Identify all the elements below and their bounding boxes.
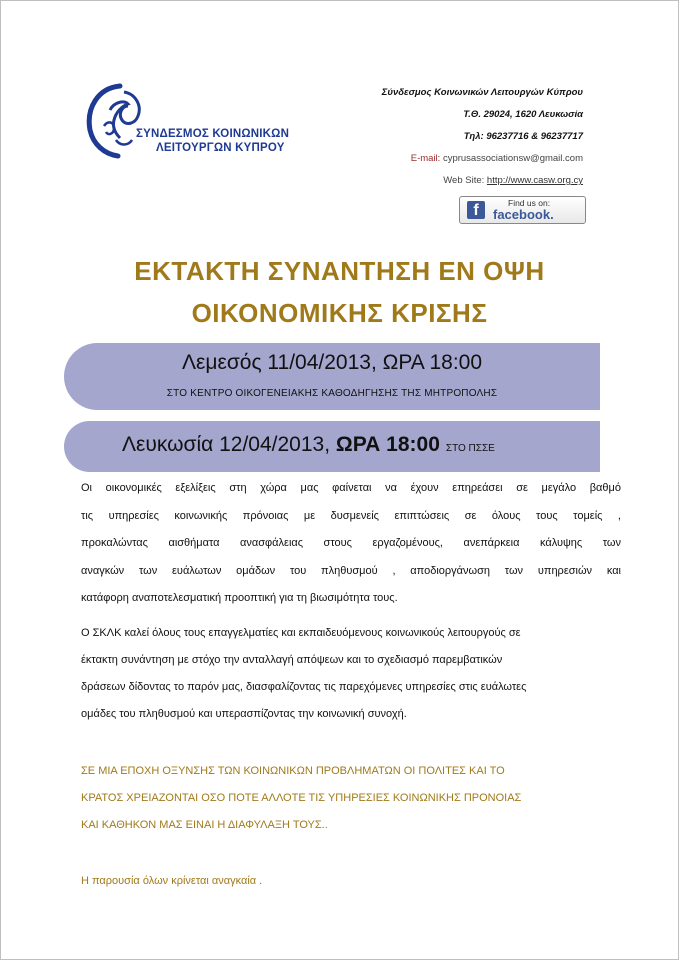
banner-nicosia-main (122, 433, 495, 457)
paragraph-line: δράσεων δίδοντας το παρόν μας, διασφαλίζοντας τις παρεχόμενες υπηρεσίες στις ευάλωτες (81, 681, 527, 693)
web-line (382, 170, 583, 192)
paragraph-line: Οι οικονομικές εξελίξεις στη χώρα μας φαίνεται να έχουν επηρεάσει σε μεγάλο βαθμό (81, 482, 621, 494)
contact-block (382, 82, 583, 192)
title-line1: ΕΚΤΑΚΤΗ ΣΥΝΑΝΤΗΣΗ ΕΝ ΟΨΗ (134, 256, 545, 286)
banner-limassol (64, 343, 600, 410)
email-address[interactable]: cyprusassociationsw@gmail.com (442, 153, 583, 164)
closing-line: Η παρουσία όλων κρίνεται αναγκαία . (81, 875, 263, 887)
banner-limassol-main: Λεμεσός 11/04/2013, ΩΡΑ 18:00 (181, 351, 483, 374)
paragraph-line: κατάφορη αναποτελεσματική προοπτική για τη βιωσιμότητα τους. (81, 592, 398, 604)
address: Τ.Θ. 29024, 1620 Λευκωσία (463, 109, 583, 120)
paragraph-line: τις υπηρεσίες κοινωνικής πρόνοιας με δυσμενείς επιπτώσεις σε όλους τους τομείς , (81, 509, 621, 522)
paragraph-intro (81, 482, 621, 620)
paragraph-statement (81, 765, 621, 846)
banner-nicosia (64, 421, 600, 472)
logo-text-line1: ΣΥΝΔΕΣΜΟΣ ΚΟΙΝΩΝΙΚΩΝ (136, 128, 290, 140)
paragraph-line: ΣΕ ΜΙΑ ΕΠΟΧΗ ΟΞΥΝΣΗΣ ΤΩΝ ΚΟΙΝΩΝΙΚΩΝ ΠΡΟΒΛΗΜΑΤΩΝ ΟΙ ΠΟΛΙΤΕΣ ΚΑΙ ΤΟ (81, 765, 505, 777)
paragraph-line: προκαλώντας αισθήματα ανασφάλειας στους εργαζομένους, ανεπάρκεια κάλυψης των (81, 537, 621, 549)
logo-text-line2: ΛΕΙΤΟΥΡΓΩΝ ΚΥΠΡΟΥ (156, 142, 285, 154)
paragraph-line: ΚΡΑΤΟΣ ΧΡΕΙΑΖΟΝΤΑΙ ΟΣΟ ΠΟΤΕ ΑΛΛΟΤΕ ΤΙΣ ΥΠΗΡΕΣΙΕΣ ΚΟΙΝΩΝΙΚΗΣ ΠΡΟΝΟΙΑΣ (81, 792, 522, 804)
facebook-wordmark: facebook. (493, 207, 554, 222)
org-name: Σύνδεσμος Κοινωνικών Λειτουργών Κύπρου (381, 87, 583, 98)
banner-limassol-venue: ΣΤΟ ΚΕΝΤΡΟ ΟΙΚΟΓΕΝΕΙΑΚΗΣ ΚΑΘΟΔΗΓΗΣΗΣ ΤΗΣ ΜΗΤΡΟΠΟΛΗΣ (166, 388, 498, 399)
email-line (382, 148, 583, 170)
facebook-icon: f (467, 201, 485, 219)
association-logo (80, 80, 290, 162)
paragraph-line: αναγκών των ευάλωτων ομάδων του πληθυσμού , αποδιοργάνωση των υπηρεσιών και (81, 564, 621, 577)
facebook-badge[interactable] (459, 196, 586, 224)
paragraph-line: ΚΑΙ ΚΑΘΗΚΟΝ ΜΑΣ ΕΙΝΑΙ Η ΔΙΑΦΥΛΑΞΗ ΤΟΥΣ.. (81, 819, 328, 831)
banner-nicosia-venue: ΣΤΟ ΠΣΣΕ (445, 443, 495, 454)
phone: Τηλ: 96237716 & 96237717 (463, 131, 583, 142)
paragraph-line: Ο ΣΚΛΚ καλεί όλους τους επαγγελματίες και εκπαιδευόμενους κοινωνικούς λειτουργούς σε (81, 627, 521, 639)
web-link[interactable]: http://www.casw.org.cy (486, 175, 583, 186)
banner-nicosia-city-date: Λευκωσία 12/04/2013, (122, 433, 336, 456)
paragraph-invitation (81, 627, 621, 735)
title-line2: ΟΙΚΟΝΟΜΙΚΗΣ ΚΡΙΣΗΣ (191, 298, 488, 328)
paragraph-line: έκτακτη συνάντηση με στόχο την ανταλλαγή απόψεων και το σχεδιασμό παρεμβατικών (81, 654, 503, 666)
email-label: E-mail: (410, 153, 441, 164)
banner-nicosia-time: ΩΡΑ 18:00 (335, 433, 440, 456)
facebook-find-us: Find us on: (508, 198, 551, 208)
web-label: Web Site: (443, 175, 485, 186)
logo-figure-icon (80, 80, 160, 160)
paragraph-line: ομάδες του πληθυσμού και υπερασπίζοντας την κοινωνική συνοχή. (81, 708, 407, 720)
